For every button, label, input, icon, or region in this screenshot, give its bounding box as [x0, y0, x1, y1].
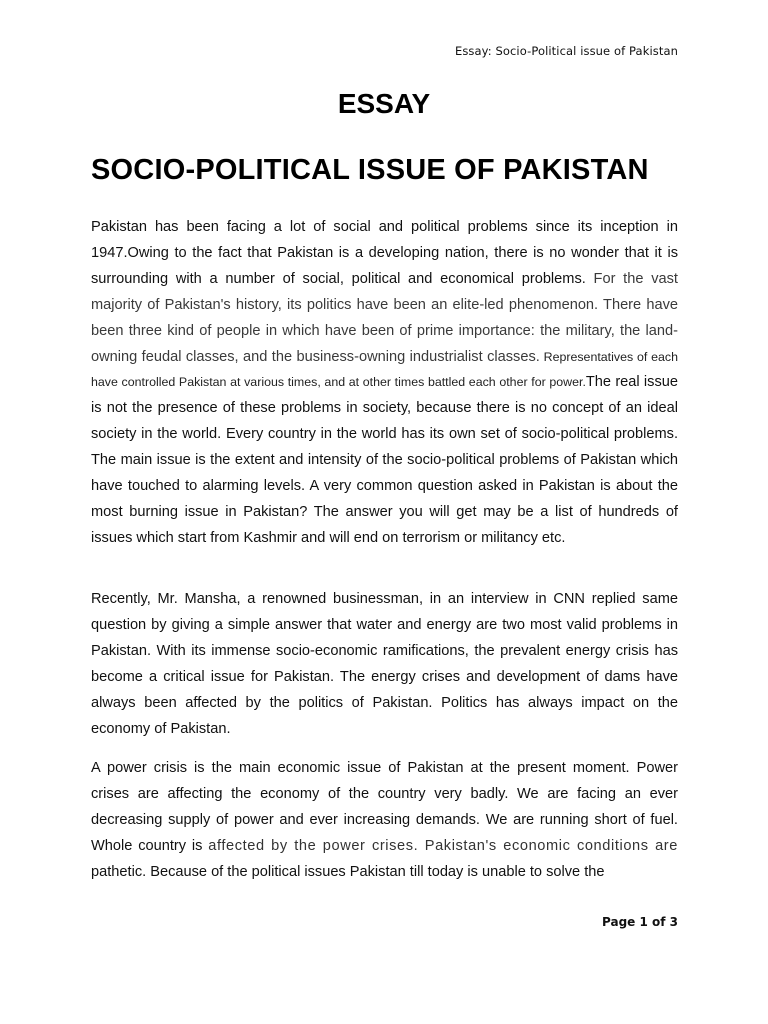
essay-label: ESSAY: [337, 88, 431, 119]
paragraph-1-text-b: For the vast majority of Pakistan's history, its politics have been an elite-led phenomenon. There have been three kind of people in which have been of prime importance: the military, the land-owning feudal classes, and the business-owning industrialist classes.: [91, 270, 678, 365]
paragraph-1: [91, 215, 678, 552]
page-title: SOCIO-POLITICAL ISSUE OF PAKISTAN: [91, 154, 649, 186]
paragraph-3-text-c: pathetic. Because of the political issues Pakistan till today is unable to solve the: [91, 863, 605, 880]
paragraph-1-text-d: The real issue is not the presence of these problems in society, because there is no concept of an ideal society in the world. Every country in the world has its own set of socio-political problems. The main issue is the extent and intensity of the socio-political problems of Pakistan which have touched to alarming levels. A very common question asked in Pakistan is about the most burning issue in Pakistan? The answer you will get may be a list of hundreds of issues which start from Kashmir and will end on terrorism or militancy etc.: [91, 374, 678, 546]
paragraph-3-text-a: A power crisis is the main economic issue of Pakistan at the present moment. Power crises are affecting the economy of the country very badly. We are facing an ever decreasing supply of power and ever increasing demands. We are running short of fuel. Whole country is: [91, 760, 678, 854]
paragraph-2: [91, 587, 678, 742]
paragraph-3: [91, 756, 678, 886]
paragraph-2-text: Recently, Mr. Mansha, a renowned businessman, in an interview in CNN replied same question by giving a simple answer that water and energy are two most valid problems in Pakistan. With its immense socio-economic ramifications, the prevalent energy crisis has become a critical issue for Pakistan. The energy crises and development of dams have always been affected by the politics of Pakistan. Politics has always impact on the economy of Pakistan.: [91, 591, 678, 737]
paragraph-3-text-b: affected by the power crises. Pakistan's economic conditions are: [208, 837, 678, 854]
page-number: Page 1 of 3: [602, 915, 678, 929]
paragraph-1-text-c: Representatives of each have controlled Pakistan at various times, and at other times battled each other for power.: [91, 349, 678, 390]
paragraph-1-text-a: Pakistan has been facing a lot of social and political problems since its inception in 1947.Owing to the fact that Pakistan is a developing nation, there is no wonder that it is surrounding with a number of social, political and economical problems.: [91, 219, 678, 287]
running-header: Essay: Socio-Political issue of Pakistan: [454, 44, 678, 58]
